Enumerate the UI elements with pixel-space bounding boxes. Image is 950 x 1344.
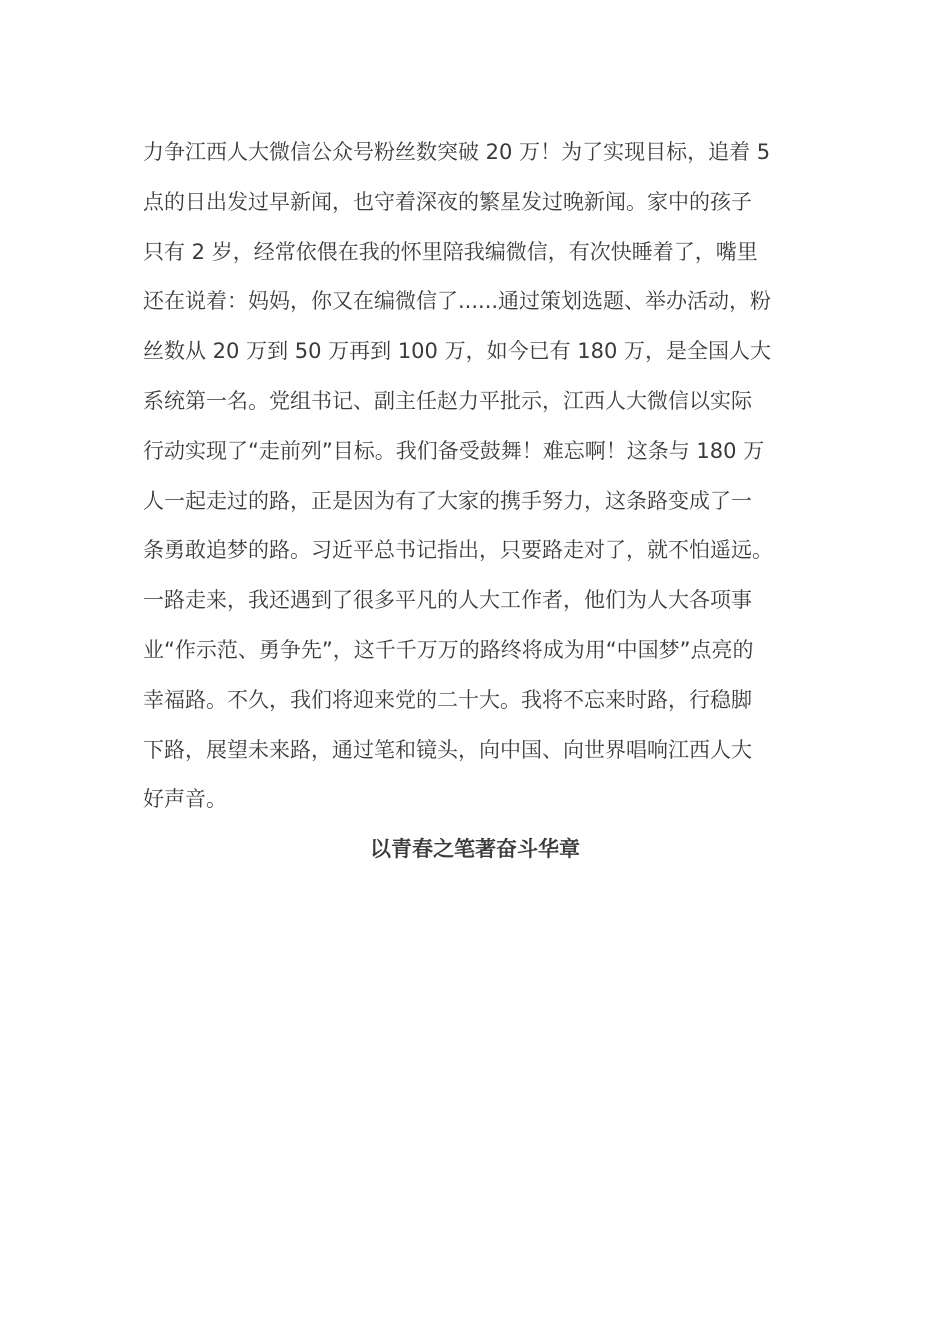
paragraph-line: 下路，展望未来路，通过笔和镜头，向中国、向世界唱响江西人大 bbox=[143, 737, 752, 762]
body-paragraph bbox=[143, 128, 813, 825]
paragraph-line: 幸福路。不久，我们将迎来党的二十大。我将不忘来时路，行稳脚 bbox=[143, 687, 752, 712]
paragraph-line: 条勇敢追梦的路。习近平总书记指出，只要路走对了，就不怕遥远。 bbox=[143, 538, 773, 563]
paragraph-line: 一路走来，我还遇到了很多平凡的人大工作者，他们为人大各项事 bbox=[143, 588, 752, 613]
section-heading: 以青春之笔著奋斗华章 bbox=[370, 837, 580, 861]
paragraph-line: 好声音。 bbox=[143, 787, 227, 812]
paragraph-line: 行动实现了“走前列”目标。我们备受鼓舞！难忘啊！这条与 180 万 bbox=[143, 438, 765, 463]
paragraph-line: 还在说着：妈妈，你又在编微信了......通过策划选题、举办活动，粉 bbox=[143, 289, 772, 314]
paragraph-line: 只有 2 岁，经常依偎在我的怀里陪我编微信，有次快睡着了，嘴里 bbox=[143, 239, 758, 264]
paragraph-line: 点的日出发过早新闻，也守着深夜的繁星发过晚新闻。家中的孩子 bbox=[143, 189, 752, 214]
paragraph-line: 丝数从 20 万到 50 万再到 100 万，如今已有 180 万，是全国人大 bbox=[143, 339, 772, 364]
paragraph-line: 系统第一名。党组书记、副主任赵力平批示，江西人大微信以实际 bbox=[143, 388, 752, 413]
paragraph-line: 人一起走过的路，正是因为有了大家的携手努力，这条路变成了一 bbox=[143, 488, 752, 513]
paragraph-line: 业“作示范、勇争先”，这千千万万的路终将成为用“中国梦”点亮的 bbox=[143, 637, 754, 662]
paragraph-line: 力争江西人大微信公众号粉丝数突破 20 万！为了实现目标，追着 5 bbox=[143, 140, 771, 164]
